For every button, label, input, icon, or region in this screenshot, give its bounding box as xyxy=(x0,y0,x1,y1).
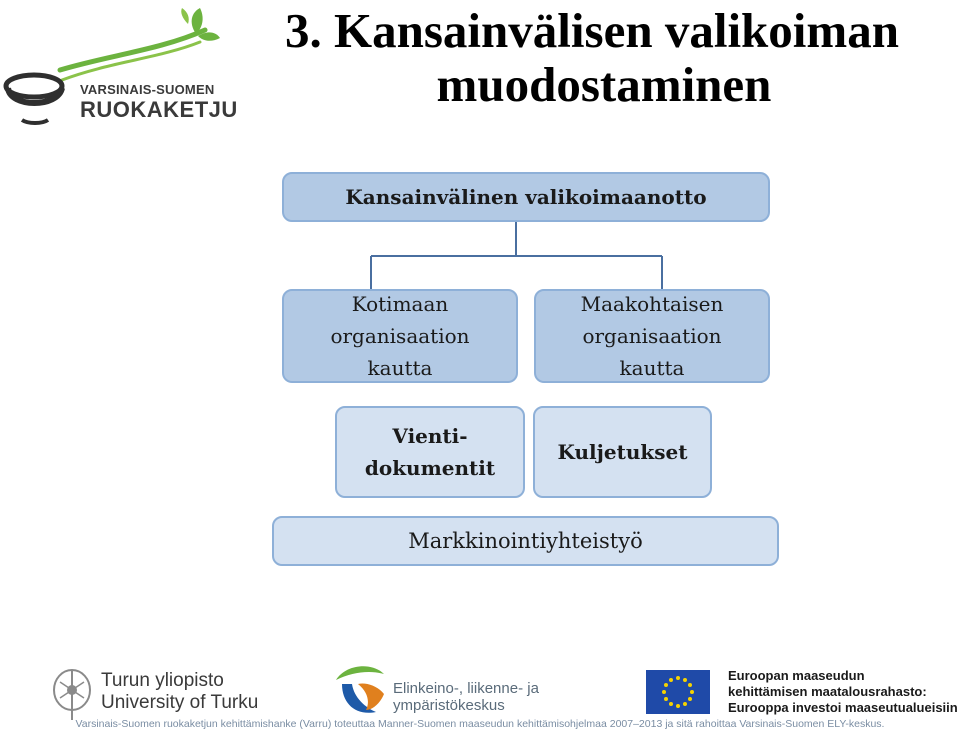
box-line: Maakohtaisen xyxy=(580,292,724,316)
logo-text-line2: RUOKAKETJU xyxy=(80,97,238,122)
page-title-line2: muodostaminen xyxy=(436,57,772,112)
box-line: dokumentit xyxy=(364,456,496,480)
eu-line2: kehittämisen maatalousrahasto: xyxy=(728,684,927,699)
eu-fund-text xyxy=(728,668,958,716)
box-kotimaan-organisaation-kautta xyxy=(282,289,518,383)
logo-text-line1: VARSINAIS-SUOMEN xyxy=(80,82,215,97)
page-title xyxy=(232,0,952,112)
box-label: Kuljetukset xyxy=(557,440,688,464)
box-markkinointiyhteistyo xyxy=(272,516,779,566)
eu-flag-icon xyxy=(646,670,710,714)
ely-centre-emblem-icon xyxy=(336,666,384,712)
varsinais-suomen-ruokaketju-logo xyxy=(0,0,238,130)
box-kansainvalinen-valikoimaanotto xyxy=(282,172,770,222)
box-line: kautta xyxy=(619,356,685,380)
ely-line1: Elinkeino-, liikenne- ja xyxy=(393,680,539,697)
box-label: Markkinointiyhteistyö xyxy=(408,529,643,553)
utu-line1: Turun yliopisto xyxy=(101,670,224,691)
ely-line2: ympäristökeskus xyxy=(393,697,505,714)
eu-line1: Euroopan maaseudun xyxy=(728,668,865,683)
box-line: kautta xyxy=(367,356,433,380)
eu-line3: Eurooppa investoi maaseutualueisiin xyxy=(728,700,958,715)
footer-note: Varsinais-Suomen ruokaketjun kehittämishanke (Varru) toteuttaa Manner-Suomen maaseudun kehittämisohjelmaa 2007–2013 ja sitä rahoittaa Varsinais-Suomen ELY-keskus. xyxy=(75,718,885,730)
university-of-turku-text xyxy=(101,670,258,714)
box-line: organisaation xyxy=(330,324,470,348)
page-title-line1: 3. Kansainvälisen valikoiman xyxy=(284,3,899,58)
university-of-turku-emblem-icon xyxy=(54,670,90,720)
utu-line2: University of Turku xyxy=(101,692,259,713)
box-label: Kansainvälinen valikoimaanotto xyxy=(345,185,707,209)
box-kuljetukset xyxy=(533,406,712,498)
box-line: Vienti- xyxy=(392,424,468,448)
ely-centre-text xyxy=(393,680,539,714)
box-maakohtaisen-organisaation-kautta xyxy=(534,289,770,383)
box-vientidokumentit xyxy=(335,406,525,498)
box-line: Kotimaan xyxy=(351,292,449,316)
box-line: organisaation xyxy=(582,324,722,348)
